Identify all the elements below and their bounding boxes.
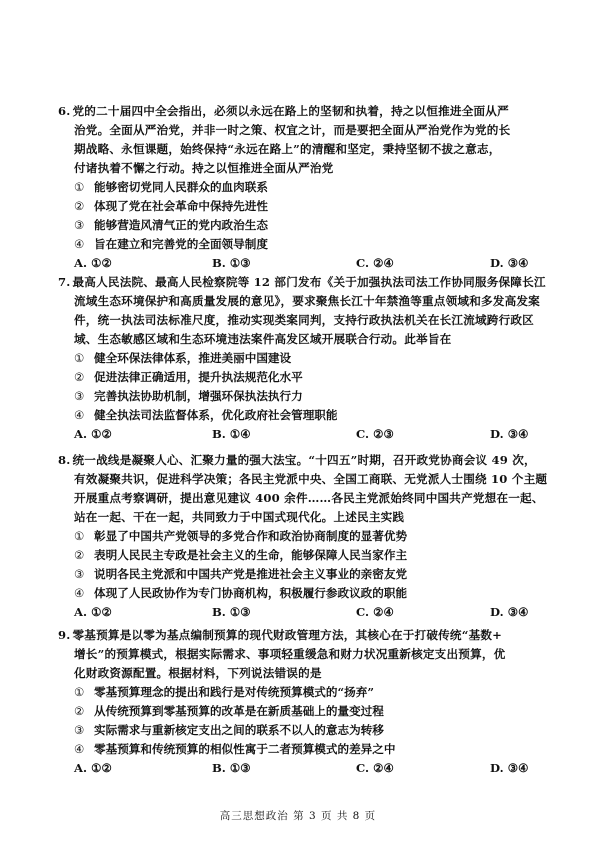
- question-stem-line: 站在一起、干在一起，共同致力于中国式现代化。上述民主实践: [74, 510, 405, 524]
- choice-d[interactable]: D. ③④: [490, 427, 529, 441]
- answer-choices: [74, 603, 542, 622]
- statement-item: ③ 能够营造风清气正的党内政治生态: [74, 218, 268, 232]
- question-stem-line: 治党。全面从严治党，并非一时之策、权宜之计，而是要把全面从严治党作为党的长: [74, 123, 511, 137]
- choice-a[interactable]: A. ①②: [74, 605, 112, 619]
- statement-item: ① 健全环保法律体系，推进美丽中国建设: [74, 351, 292, 365]
- choice-b[interactable]: B. ①③: [212, 605, 251, 619]
- statement-item: ④ 健全执法司法监督体系，优化政府社会管理职能: [74, 408, 338, 422]
- question-9: [58, 626, 542, 778]
- question-stem-line: 增长”的预算模式，根据实际需求、事项轻重缓急和财力状况重新核定支出预算，优: [74, 647, 506, 661]
- statement-item: ① 能够密切党同人民群众的血肉联系: [74, 180, 268, 194]
- question-7: [58, 273, 546, 444]
- choice-c[interactable]: C. ②④: [356, 605, 394, 619]
- choice-b[interactable]: B. ①④: [212, 427, 251, 441]
- choice-a[interactable]: A. ①②: [74, 761, 112, 775]
- statement-item: ① 彰显了中国共产党领导的多党合作和政治协商制度的显著优势: [74, 529, 408, 543]
- question-stem-line: 8. 统一战线是凝聚人心、汇聚力量的强大法宝。“十四五”时期，召开政党协商会议 49 次，: [58, 453, 536, 467]
- question-number: 7.: [58, 275, 71, 289]
- question-stem-line: 件，统一执法司法标准尺度，推动实现类案同判，支持行政执法机关在长江流域跨行政区: [74, 313, 534, 327]
- statement-item: ② 表明人民民主专政是社会主义的生命，能够保障人民当家作主: [74, 548, 408, 562]
- choice-b[interactable]: B. ①③: [212, 256, 251, 270]
- answer-choices: [74, 254, 542, 273]
- page-footer: 高三思想政治 第 3 页 共 8 页: [219, 810, 377, 822]
- question-stem-line: 流域生态环境保护和高质量发展的意见》，要求聚焦长江十年禁渔等重点领域和多发高发案: [74, 294, 540, 308]
- choice-c[interactable]: C. ②④: [356, 761, 394, 775]
- choice-a[interactable]: A. ①②: [74, 256, 112, 270]
- statement-item: ② 促进法律正确适用，提升执法规范化水平: [74, 370, 303, 384]
- question-number: 9.: [58, 628, 71, 642]
- question-stem-line: 开展重点考察调研，提出意见建议 400 余件……各民主党派始终同中国共产党想在一起、: [74, 491, 544, 505]
- question-stem-line: 化财政资源配置。根据材料，下列说法错误的是: [74, 666, 322, 680]
- question-8: [58, 451, 548, 622]
- question-6: [58, 102, 542, 273]
- question-stem-line: 6. 党的二十届四中全会指出，必须以永远在路上的坚韧和执着，持之以恒推进全面从严: [58, 104, 509, 118]
- choice-d[interactable]: D. ③④: [490, 605, 529, 619]
- statement-item: ③ 实际需求与重新核定支出之间的联系不以人的意志为转移: [74, 723, 384, 737]
- question-stem-line: 7. 最高人民法院、最高人民检察院等 12 部门发布《关于加强执法司法工作协同服务保障长江: [58, 275, 546, 289]
- statement-item: ④ 旨在建立和完善党的全面领导制度: [74, 237, 268, 251]
- statement-item: ① 零基预算理念的提出和践行是对传统预算模式的“扬弃”: [74, 685, 374, 699]
- statement-item: ③ 完善执法协助机制，增强环保执法执行力: [74, 389, 303, 403]
- question-stem-line: 有效凝聚共识，促进科学决策；各民主党派中央、全国工商联、无党派人士围绕 10 个主题: [74, 472, 548, 486]
- choice-c[interactable]: C. ②③: [356, 427, 394, 441]
- choice-d[interactable]: D. ③④: [490, 761, 529, 775]
- answer-choices: [74, 759, 542, 778]
- choice-a[interactable]: A. ①②: [74, 427, 112, 441]
- question-stem-line: 9. 零基预算是以零为基点编制预算的现代财政管理方法，其核心在于打破传统“基数+: [58, 628, 503, 642]
- question-stem-line: 域、生态敏感区域和生态环境违法案件高发区域开展联合行动。此举旨在: [74, 332, 452, 346]
- question-number: 6.: [58, 104, 71, 118]
- statement-item: ③ 说明各民主党派和中国共产党是推进社会主义事业的亲密友党: [74, 567, 408, 581]
- choice-d[interactable]: D. ③④: [490, 256, 529, 270]
- choice-c[interactable]: C. ②④: [356, 256, 394, 270]
- question-number: 8.: [58, 453, 71, 467]
- statement-item: ④ 零基预算和传统预算的相似性寓于二者预算模式的差异之中: [74, 742, 396, 756]
- statement-item: ② 从传统预算到零基预算的改革是在新质基础上的量变过程: [74, 704, 384, 718]
- statement-item: ② 体现了党在社会革命中保持先进性: [74, 199, 268, 213]
- choice-b[interactable]: B. ①③: [212, 761, 251, 775]
- question-stem-line: 付诸执着不懈之行动。持之以恒推进全面从严治党: [74, 161, 334, 175]
- question-stem-line: 期战略、永恒课题，始终保持“永远在路上”的清醒和坚定，秉持坚韧不拔之意志，: [74, 142, 501, 156]
- answer-choices: [74, 425, 542, 444]
- statement-item: ④ 体现了人民政协作为专门协商机构，积极履行参政议政的职能: [74, 586, 408, 600]
